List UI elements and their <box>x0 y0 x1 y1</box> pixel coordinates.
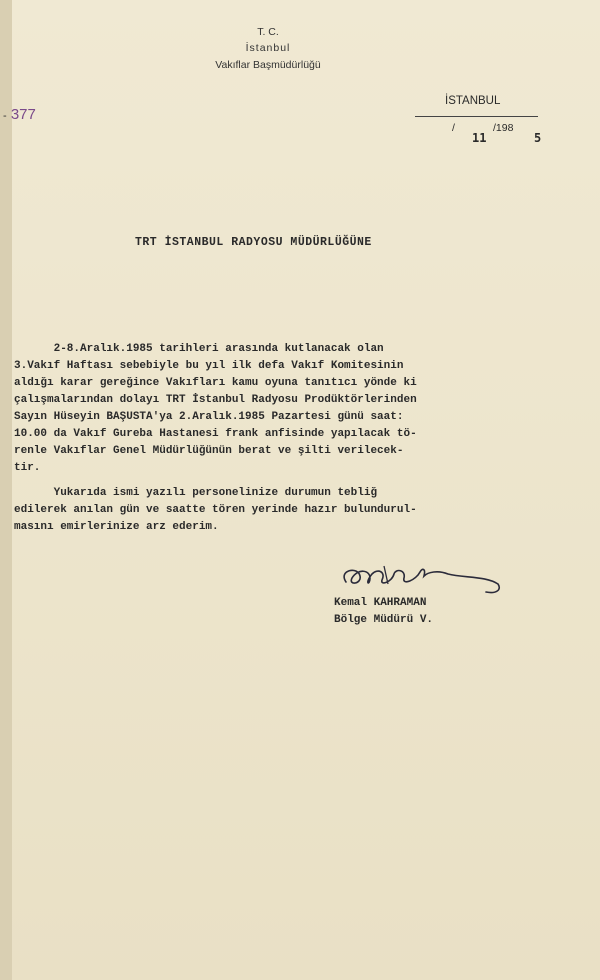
body-line: aldığı karar gereğince Vakıfları kamu oyuna tanıtıcı yönde ki <box>14 377 417 389</box>
body-line: Yukarıda ismi yazılı personelinize durumun tebliğ <box>14 487 378 499</box>
date-slash: / <box>452 122 455 134</box>
body-line: Sayın Hüseyin BAŞUSTA'ya 2.Aralık.1985 Pazartesi günü saat: <box>14 411 404 423</box>
letterhead-line3: Vakıflar Başmüdürlüğü <box>215 59 321 71</box>
body-line: 10.00 da Vakıf Gureba Hastanesi frank anfisinde yapılacak tö- <box>14 428 417 440</box>
paper-edge <box>0 0 12 980</box>
body-line: renle Vakıflar Genel Müdürlüğünün berat ve şilti verilecek- <box>14 445 404 457</box>
body-line: tir. <box>14 462 41 474</box>
place-rule <box>415 116 538 117</box>
body-line: masını emirlerinize arz ederim. <box>14 521 219 533</box>
reference-value: 377 <box>10 106 36 123</box>
signatory-name: Kemal KAHRAMAN <box>334 597 427 609</box>
date-month: 11 <box>472 131 487 145</box>
date-year-digit: 5 <box>534 131 542 145</box>
body-line: edilerek anılan gün ve saatte tören yerinde hazır bulundurul- <box>14 504 417 516</box>
handwritten-signature <box>336 560 506 600</box>
reference-number: - 377 <box>3 106 36 123</box>
addressee: TRT İSTANBUL RADYOSU MÜDÜRLÜĞÜNE <box>135 236 372 249</box>
letterhead-line2: İstanbul <box>245 42 291 54</box>
body-line: 2-8.Aralık.1985 tarihleri arasında kutlanacak olan <box>14 343 384 355</box>
body-line: 3.Vakıf Haftası sebebiyle bu yıl ilk defa Vakıf Komitesinin <box>14 360 404 372</box>
place-label: İSTANBUL <box>445 95 501 107</box>
letterhead-line1: T. C. <box>257 26 279 38</box>
body-line: çalışmalarından dolayı TRT İstanbul Radyosu Prodüktörlerinden <box>14 394 417 406</box>
date-year-printed: /198 <box>493 122 514 134</box>
signatory-title: Bölge Müdürü V. <box>334 614 434 626</box>
